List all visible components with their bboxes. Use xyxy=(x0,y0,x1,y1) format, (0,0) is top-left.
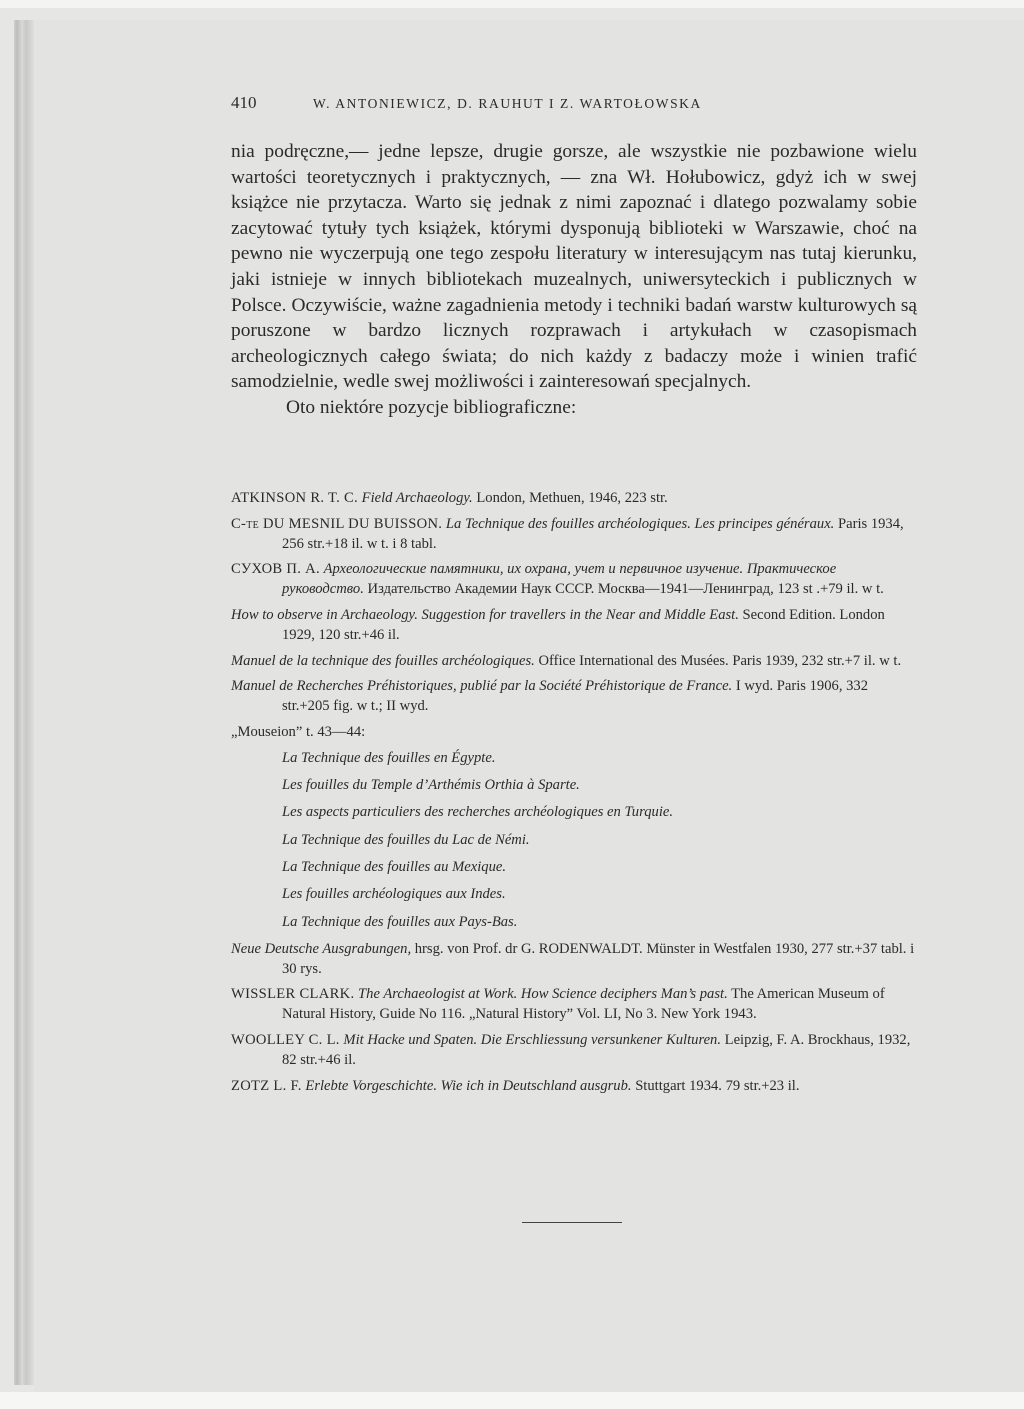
bibliography-entry xyxy=(231,1031,919,1071)
entry-details: London, Methuen, 1946, 223 str. xyxy=(472,490,668,506)
entry-title: Manuel de Recherches Préhistoriques, publié par la Société Préhistorique de France. xyxy=(231,678,733,695)
bibliography-entry xyxy=(231,1077,919,1097)
page-header xyxy=(231,93,831,117)
scan-top-margin xyxy=(0,0,1024,8)
mouseion-item: La Technique des fouilles aux Pays-Bas. xyxy=(282,913,518,930)
bibliography-entry xyxy=(231,489,919,509)
entry-author: ATKINSON R. T. C. xyxy=(231,490,358,506)
entry-title: How to observe in Archaeology. Suggestion for travellers in the Near and Middle East. xyxy=(231,606,739,623)
entry-details: The American Museum of Natural History, Guide No 116. „Natural History” Vol. LI, No 3. New York 1943. xyxy=(282,986,885,1023)
bibliography-entry xyxy=(231,515,919,555)
bibliography-entry xyxy=(231,606,919,646)
entry-title: Mit Hacke und Spaten. Die Erschliessung versunkener Kulturen. xyxy=(343,1032,722,1049)
bibliography-entry xyxy=(231,652,919,672)
entry-author: СУХОВ П. А. xyxy=(231,561,320,578)
body-text xyxy=(231,139,917,421)
running-head: W. ANTONIEWICZ, D. RAUHUT I Z. WARTOŁOWSKA xyxy=(313,96,702,111)
mouseion-item: La Technique des fouilles en Égypte. xyxy=(282,749,496,766)
entry-title: Erlebte Vorgeschichte. Wie ich in Deutschland ausgrub. xyxy=(305,1077,632,1094)
bibliography-entry xyxy=(231,560,919,600)
entry-details: Second Edition. London 1929, 120 str.+46 il. xyxy=(282,606,885,643)
entry-title: La Technique des fouilles archéologiques. Les principes généraux. xyxy=(445,515,835,532)
mouseion-item: Les fouilles du Temple d’Arthémis Orthia à Sparte. xyxy=(282,777,580,794)
scan-bottom-margin xyxy=(0,1392,1024,1409)
entry-title: Field Archaeology. xyxy=(361,490,473,506)
bibliography-intro: Oto niektóre pozycje bibliograficzne: xyxy=(286,396,577,418)
bibliography-entry xyxy=(231,985,919,1025)
mouseion-item: La Technique des fouilles au Mexique. xyxy=(282,858,507,875)
bibliography xyxy=(231,489,919,1102)
entry-details: I wyd. Paris 1906, 332 str.+205 fig. w t.; II wyd. xyxy=(282,678,869,715)
entry-title: Археологические памятники, их охрана, учет и первичное изучение. Практическое руководство. xyxy=(282,561,837,598)
entry-author: WISSLER CLARK. xyxy=(231,986,355,1003)
scan-binding-edge xyxy=(14,20,34,1385)
mouseion-item: La Technique des fouilles du Lac de Némi. xyxy=(282,831,530,848)
entry-title: Neue Deutsche Ausgrabungen, xyxy=(231,940,412,957)
entry-details: Издательство Академии Наук СССР. Москва—1941—Ленинград, 123 st .+79 il. w t. xyxy=(363,581,884,598)
bibliography-list xyxy=(231,489,919,743)
entry-title: Manuel de la technique des fouilles archéologiques. xyxy=(231,652,535,669)
entry-author: C-te DU MESNIL DU BUISSON. xyxy=(231,515,443,532)
entry-details: Stuttgart 1934. 79 str.+23 il. xyxy=(631,1077,800,1094)
bibliography-list-continued xyxy=(231,940,919,1097)
entry-author: WOOLLEY C. L. xyxy=(231,1032,340,1049)
bibliography-entry xyxy=(231,940,919,980)
entry-title: The Archaeologist at Work. How Science deciphers Man’s past. xyxy=(358,986,728,1003)
entry-author: ZOTZ L. F. xyxy=(231,1077,302,1094)
mouseion-sublist xyxy=(231,749,919,933)
page-number: 410 xyxy=(231,93,257,112)
end-rule xyxy=(522,1222,622,1223)
bibliography-entry xyxy=(231,677,919,717)
entry-details: „Mouseion” t. 43—44: xyxy=(231,723,366,740)
mouseion-item: Les fouilles archéologiques aux Indes. xyxy=(282,886,506,903)
bibliography-entry xyxy=(231,723,919,743)
mouseion-item: Les aspects particuliers des recherches archéologiques en Turquie. xyxy=(282,804,673,821)
entry-details: hrsg. von Prof. dr G. RODENWALDT. Münster in Westfalen 1930, 277 str.+37 tabl. i 30 rys. xyxy=(282,940,915,977)
entry-details: Leipzig, F. A. Brockhaus, 1932, 82 str.+46 il. xyxy=(282,1032,911,1068)
entry-details: Office International des Musées. Paris 1939, 232 str.+7 il. w t. xyxy=(534,652,902,669)
paragraph: nia podręczne,— jedne lepsze, drugie gorsze, ale wszystkie nie pozbawione wielu wartości teoretycznych i praktycznych, — zna Wł. Hołubowicz, gdyż ich w swej książce nie przytacza. Warto się jednak z nimi zapoznać i dlatego pozwalamy sobie zacytować tytuły tych książek, którymi dysponują biblioteki w Warszawie, choć na pewno nie wyczerpują one tego zespołu literatury w interesującym nas tutaj kierunku, jaki istnieje w innych bibliotekach muzealnych, uniwersyteckich i publicznych w Polsce. Oczywiście, ważne zagadnienia metody i techniki badań warstw kulturowych są poruszone w bardzo licznych rozprawach i artykułach w czasopismach archeologicznych całego świata; do nich każdy z badaczy może i winien trafić samodzielnie, wedle swej możliwości i zainteresowań specjalnych. xyxy=(231,141,917,393)
entry-details: Paris 1934, 256 str.+18 il. w t. i 8 tabl. xyxy=(282,515,904,552)
